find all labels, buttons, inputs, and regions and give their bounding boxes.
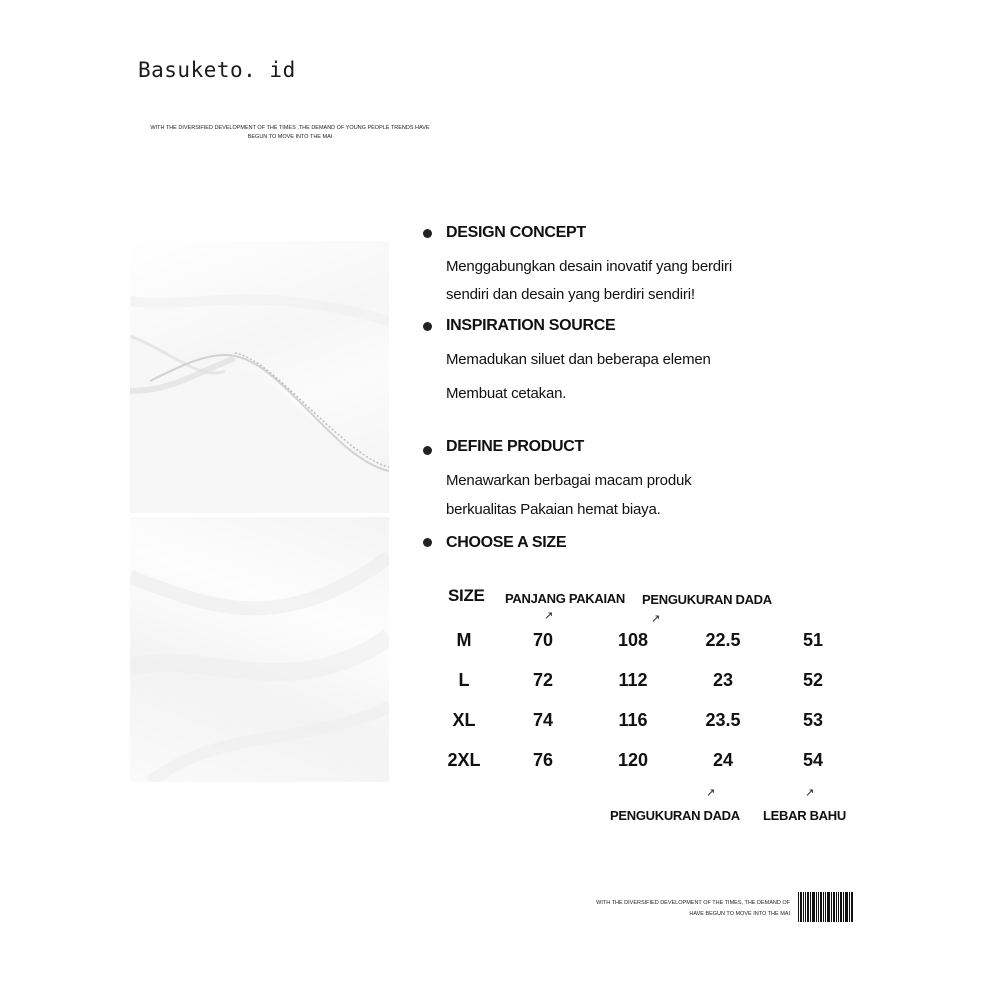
bullet-icon [423,322,432,331]
bullet-icon [423,229,432,238]
value-cell: 52 [802,670,824,690]
shoulder-width-label: LEBAR BAHU [763,808,846,823]
chest-column-label: PENGUKURAN DADA [642,592,772,607]
section-heading: DESIGN CONCEPT [446,224,586,241]
value-cell: 54 [802,750,824,770]
section-text: Memadukan siluet dan beberapa elemen [446,351,711,368]
value-cell: 108 [617,630,649,650]
value-cell: 23.5 [705,710,741,730]
value-cell: 116 [618,710,648,730]
value-cell: 112 [618,670,648,690]
arrow-icon: ↗ [544,610,554,622]
fabric-photo-collar [130,241,389,513]
value-cell: 76 [532,750,554,770]
value-cell: 74 [532,710,554,730]
bullet-icon [423,446,432,455]
value-cell: 72 [532,670,554,690]
value-cell: 51 [802,630,824,650]
arrow-icon: ↗ [651,613,661,625]
tagline-top: WITH THE DIVERSIFIED DEVELOPMENT OF THE TIMES ,THE DEMAND OF YOUNG PEOPLE TRENDS HAVE BEGUN TO MOVE INTO THE MAI [150,125,430,140]
section-heading: CHOOSE A SIZE [446,534,567,551]
section-text: Menawarkan berbagai macam produk [446,472,692,489]
value-cell: 24 [712,750,734,770]
section-heading: INSPIRATION SOURCE [446,317,616,334]
size-cell: M [456,630,472,650]
fabric-photo-folds [130,517,389,782]
value-cell: 70 [532,630,554,650]
arrow-icon: ↗ [805,787,815,799]
size-cell: XL [452,710,476,730]
barcode-icon [798,892,853,922]
size-column-label: SIZE [448,586,485,605]
section-text: sendiri dan desain yang berdiri sendiri! [446,286,695,303]
size-cell: 2XL [447,750,481,770]
bullet-icon [423,538,432,547]
section-text: berkualitas Pakaian hemat biaya. [446,501,661,518]
section-heading: DEFINE PRODUCT [446,438,585,455]
value-cell: 23 [712,670,734,690]
arrow-icon: ↗ [706,787,716,799]
chest-bottom-label: PENGUKURAN DADA [610,808,740,823]
value-cell: 22.5 [705,630,741,650]
value-cell: 53 [802,710,824,730]
value-cell: 120 [617,750,649,770]
length-column-label: PANJANG PAKAIAN [505,591,625,606]
brand-logo-text: Basuketo. id [138,58,296,82]
size-cell: L [458,670,470,690]
tagline-bottom: WITH THE DIVERSIFIED DEVELOPMENT OF THE TIMES, THE DEMAND OF HAVE BEGUN TO MOVE INTO THE MAI [596,900,790,917]
section-text: Menggabungkan desain inovatif yang berdiri [446,258,732,275]
section-text: Membuat cetakan. [446,385,567,402]
